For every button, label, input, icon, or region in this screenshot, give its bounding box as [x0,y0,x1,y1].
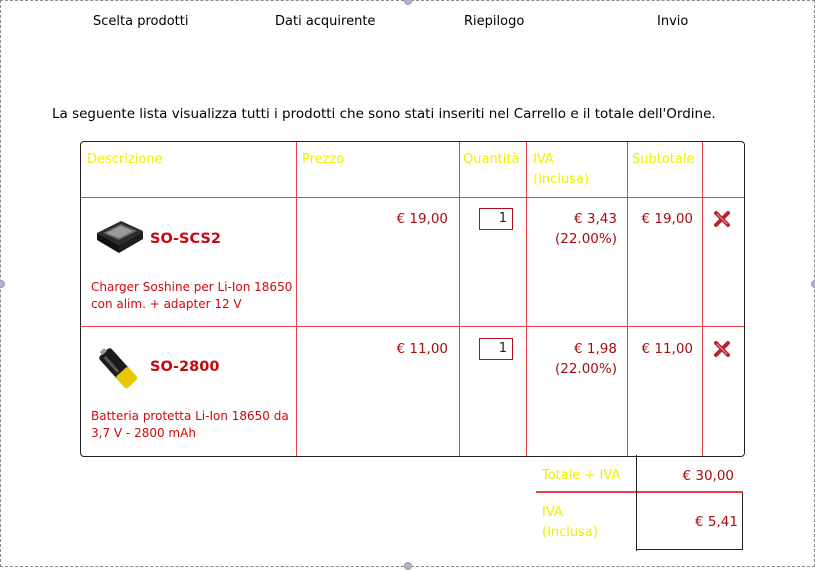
column-divider [702,142,703,456]
totals-divider [636,549,743,550]
step-product-selection[interactable]: Scelta prodotti [93,14,189,29]
row-divider [81,326,744,327]
product-code[interactable]: SO-SCS2 [150,231,221,247]
step-buyer-data[interactable]: Dati acquirente [275,14,376,29]
vat-total-label: IVA (Inclusa) [542,505,598,540]
totals-divider [636,455,637,551]
column-divider [526,142,527,456]
header-vat: IVA (Inclusa) [533,152,589,187]
charger-icon [93,219,145,255]
product-subtotal: € 19,00 [641,211,693,227]
product-price: € 19,00 [396,211,448,227]
totals-divider [742,493,743,550]
battery-icon [95,343,141,393]
column-divider [459,142,460,456]
row-divider [81,197,744,198]
header-description: Descrizione [87,152,163,167]
header-subtotal: Subtotale [632,152,695,167]
remove-item-icon[interactable] [713,340,731,358]
product-subtotal: € 11,00 [641,341,693,357]
cart-table [80,141,745,457]
header-price: Prezzo [302,152,345,167]
product-vat: € 3,43 (22.00%) [554,211,617,247]
totals-box [536,455,743,551]
product-description: Batteria protetta Li-Ion 18650 da 3,7 V - 2800 mAh [91,409,289,440]
column-divider [627,142,628,456]
remove-item-icon[interactable] [713,210,731,228]
resize-handle-right[interactable] [811,280,815,288]
product-price: € 11,00 [396,341,448,357]
product-vat: € 1,98 (22.00%) [554,341,617,377]
intro-text: La seguente lista visualizza tutti i prodotti che sono stati inseriti nel Carrello e il totale dell'Ordine. [52,106,716,122]
step-summary[interactable]: Riepilogo [464,14,525,29]
quantity-input[interactable]: 1 [479,338,513,360]
totals-divider [536,491,743,493]
product-description: Charger Soshine per Li-Ion 18650 con alim. + adapter 12 V [91,280,293,311]
total-value: € 30,00 [682,468,734,484]
quantity-input[interactable]: 1 [479,208,513,230]
step-send[interactable]: Invio [657,14,689,29]
resize-handle-bottom[interactable] [404,562,412,570]
vat-total-value: € 5,41 [695,514,738,530]
checkout-steps [0,14,815,34]
header-quantity: Quantità [463,152,520,167]
product-code[interactable]: SO-2800 [150,359,220,375]
total-label: Totale + IVA [542,468,621,483]
